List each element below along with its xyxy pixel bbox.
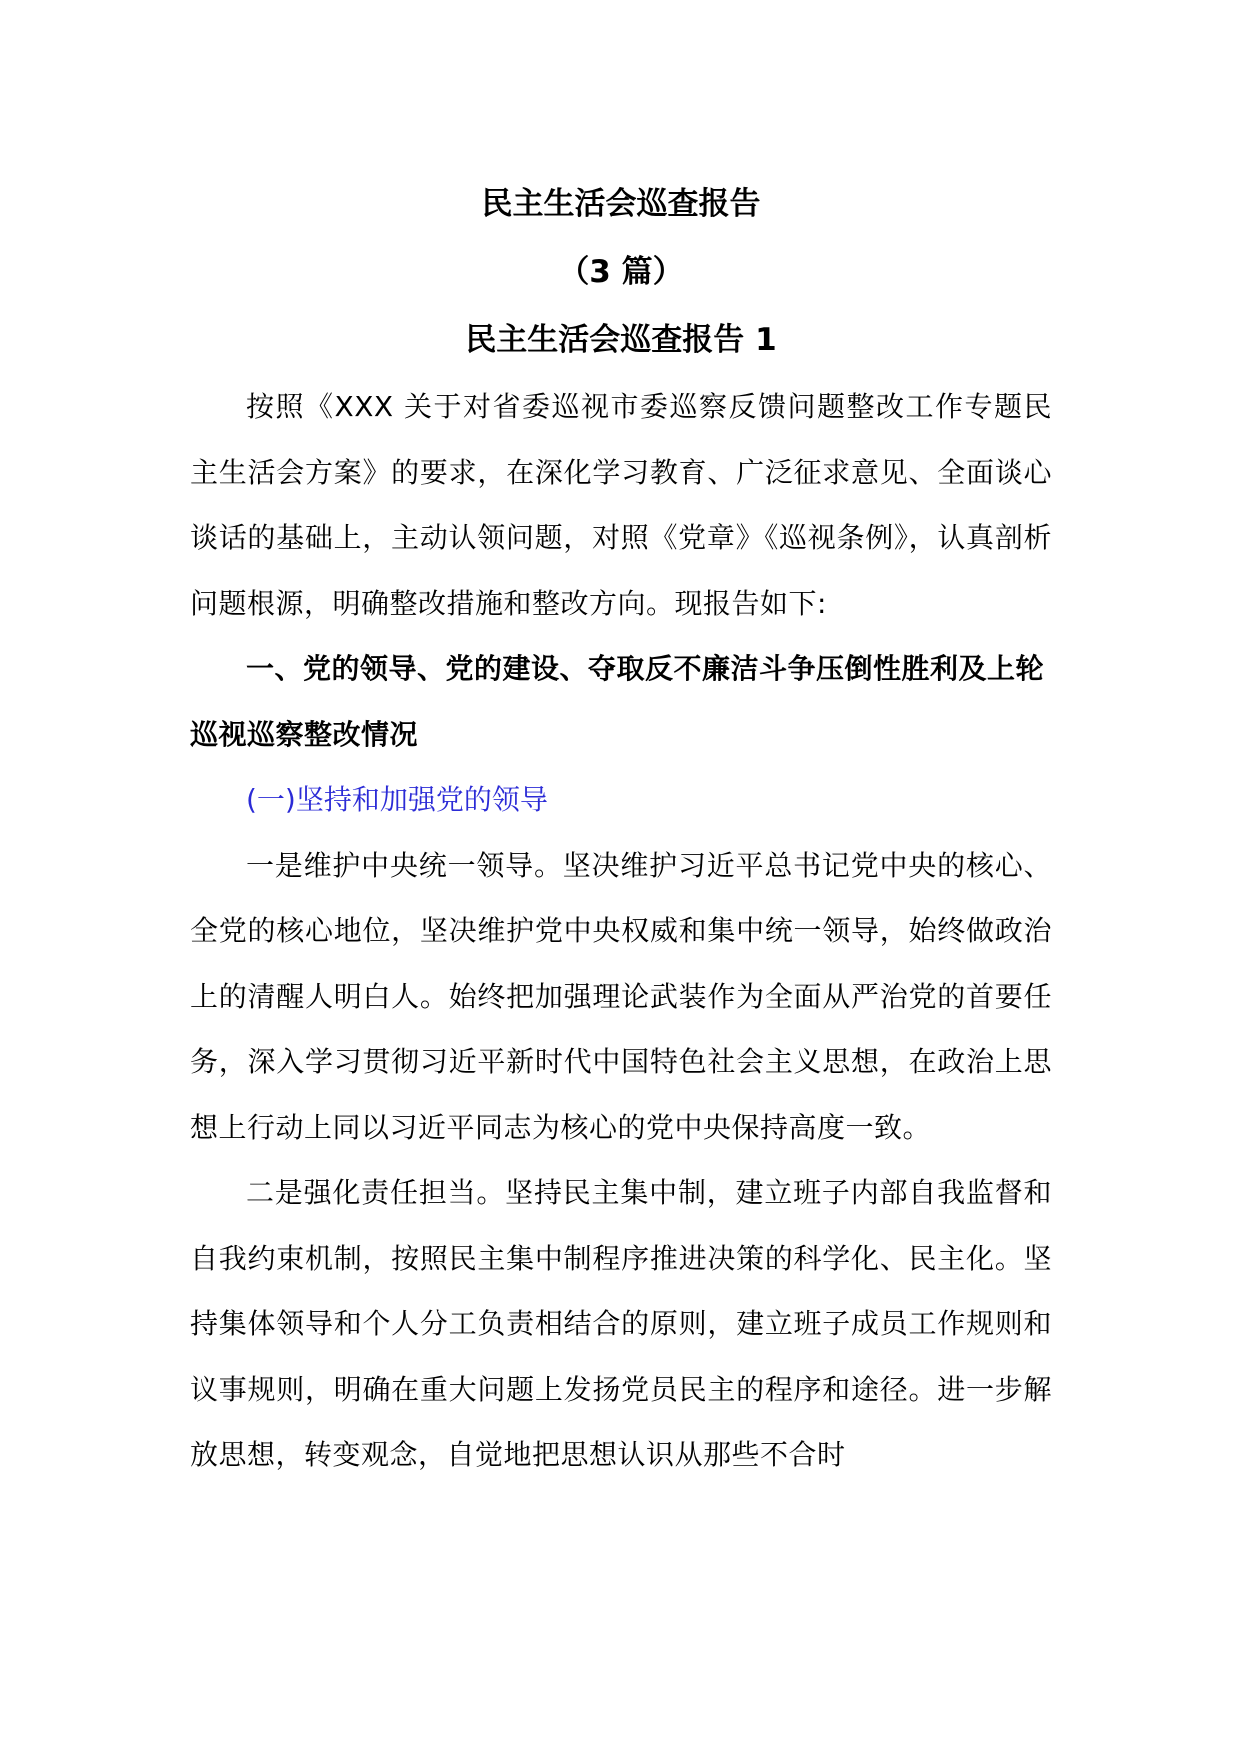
section-heading: 一、党的领导、党的建设、夺取反不廉洁斗争压倒性胜利及上轮巡视巡察整改情况 [190,652,1045,751]
document-body [190,170,1052,1488]
document-subtitle: （3 篇） [558,254,684,290]
document-title: 民主生活会巡查报告 [481,186,761,222]
subsection-heading: (一)坚持和加强党的领导 [246,783,548,816]
body-paragraph: 一是维护中央统一领导。坚决维护习近平总书记党中央的核心、全党的核心地位，坚决维护党中央权威和集中统一领导，始终做政治上的清醒人明白人。始终把加强理论武装作为全面从严治党的首要任务，深入学习贯彻习近平新时代中国特色社会主义思想，在政治上思想上行动上同以习近平同志为核心的党中央保持高度一致。 [190,848,1052,1144]
intro-paragraph: 按照《XXX 关于对省委巡视市委巡察反馈问题整改工作专题民主生活会方案》的要求，在深化学习教育、广泛征求意见、全面谈心谈话的基础上，主动认领问题，对照《党章》《巡视条例》，认真剖析问题根源，明确整改措施和整改方向。现报告如下: [190,390,1052,620]
section-title: 民主生活会巡查报告 1 [465,322,777,358]
body-paragraph: 二是强化责任担当。坚持民主集中制，建立班子内部自我监督和自我约束机制，按照民主集中制程序推进决策的科学化、民主化。坚持集体领导和个人分工负责相结合的原则，建立班子成员工作规则和议事规则，明确在重大问题上发扬党员民主的程序和途径。进一步解放思想，转变观念，自觉地把思想认识从那些不合时 [190,1176,1052,1471]
